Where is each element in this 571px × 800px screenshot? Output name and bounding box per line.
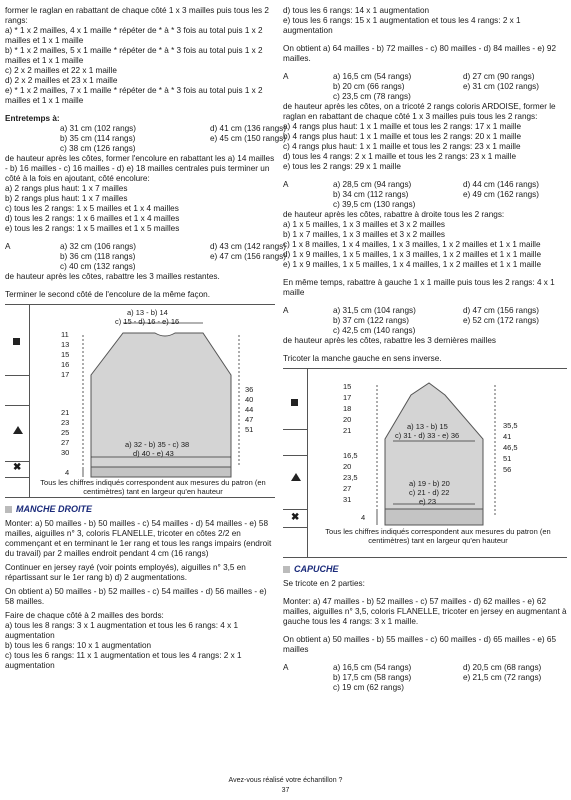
size-item: a) 16,5 cm (54 rangs) — [333, 72, 412, 81]
size-item: e) 31 cm (102 rangs) — [463, 82, 539, 91]
size-item: b) 34 cm (112 rangs) — [333, 190, 409, 199]
paragraph: d) 1 x 9 mailles, 1 x 5 mailles, 1 x 3 mailles, 1 x 2 mailles et 1 x 1 maille — [283, 250, 542, 259]
dim-label: a) 13 - b) 15 — [407, 422, 448, 431]
size-item: d) 20,5 cm (68 rangs) — [463, 663, 542, 672]
section-header — [283, 564, 567, 574]
paragraph: a) 1 x 5 mailles, 1 x 3 mailles et 3 x 2 mailles — [283, 220, 445, 229]
dim-label: 16 — [61, 360, 70, 369]
paragraph: c) 4 rangs plus haut: 1 x 1 maille et tous les 2 rangs: 23 x 1 maille — [283, 142, 521, 151]
paragraph: On obtient a) 64 mailles - b) 72 mailles - c) 80 mailles - d) 84 mailles - e) 92 mailles. — [283, 44, 557, 63]
size-item: d) 47 cm (156 rangs) — [463, 306, 539, 315]
size-item: c) 42,5 cm (140 rangs) — [333, 326, 416, 335]
paragraph: b) * 1 x 2 mailles, 5 x 1 maille * répéter de * à * 3 fois au total puis 1 x 2 mailles et 1 x 1 maille — [5, 46, 263, 65]
dim-label: 23 — [61, 418, 70, 427]
size-item: c) 23,5 cm (78 rangs) — [333, 92, 411, 101]
size-item: c) 40 cm (132 rangs) — [60, 262, 136, 271]
size-list — [283, 663, 567, 693]
size-list — [283, 72, 567, 102]
size-item: a) 31,5 cm (104 rangs) — [333, 306, 416, 315]
paragraph: a) 2 rangs plus haut: 1 x 7 mailles — [5, 184, 128, 193]
dim-label: 46,5 — [503, 443, 518, 452]
size-item: b) 20 cm (66 rangs) — [333, 82, 405, 91]
paragraph: e) tous les 2 rangs: 1 x 5 mailles et 1 x 5 mailles — [5, 224, 180, 233]
paragraph: c) tous les 2 rangs: 1 x 5 mailles et 1 x 4 mailles — [5, 204, 179, 213]
paragraph: Continuer en jersey rayé (voir points employés), aiguilles n° 3,5 en répartissant sur le 1er rang b) d) 2 augmentations. — [5, 563, 246, 582]
arrow-label: A — [5, 242, 11, 251]
size-item: b) 17,5 cm (58 rangs) — [333, 673, 412, 682]
size-item: d) 27 cm (90 rangs) — [463, 72, 535, 81]
paragraph: e) * 1 x 2 mailles, 7 x 1 maille * répéter de * à * 3 fois au total puis 1 x 2 mailles et 1 x 1 maille — [5, 86, 263, 105]
dim-label: c) 21 - d) 22 — [409, 488, 450, 497]
paragraph: de hauteur après les côtes, former l'encolure en rabattant les a) 14 mailles - b) 16 mailles - c) 16 mailles - d) e) 18 mailles centrales puis terminer un côté à la fois en ajoutant, côté encolure: — [5, 154, 275, 183]
right-column — [283, 6, 567, 693]
paragraph: d) 2 x 2 mailles et 23 x 1 maille — [5, 76, 118, 85]
dim-label: 44 — [245, 405, 254, 414]
paragraph: Tricoter la manche gauche en sens inverse. — [283, 354, 442, 363]
dim-label: 47 — [245, 415, 254, 424]
paragraph: e) 1 x 9 mailles, 1 x 5 mailles, 1 x 4 mailles, 1 x 2 mailles et 1 x 1 maille — [283, 260, 542, 269]
dim-label: 15 — [343, 382, 352, 391]
dim-label: 13 — [61, 340, 70, 349]
arrow-label: A — [283, 306, 289, 315]
dim-label: d) 40 - e) 43 — [133, 449, 174, 458]
paragraph: c) tous les 6 rangs: 11 x 1 augmentation et tous les 4 rangs: 2 x 1 augmentation — [5, 651, 242, 670]
dim-label: 40 — [245, 395, 254, 404]
size-item: c) 19 cm (62 rangs) — [333, 683, 404, 692]
paragraph: Monter: a) 47 mailles - b) 52 mailles - c) 57 mailles - d) 62 mailles - e) 62 mailles, aiguilles n° 3,5, coloris FLANELLE, tricoter en jersey en augmentant à gauche tous les 4 rangs: 3 x 1 maille. — [283, 597, 567, 626]
section-title: CAPUCHE — [294, 564, 339, 574]
dim-label: 17 — [61, 370, 70, 379]
dim-label: 36 — [245, 385, 254, 394]
paragraph: e) tous les 6 rangs: 15 x 1 augmentation et tous les 4 rangs: 2 x 1 augmentation — [283, 16, 521, 35]
paragraph: de hauteur après les côtes, rabattre à droite tous les 2 rangs: — [283, 210, 505, 219]
back-pattern-shape — [5, 305, 275, 497]
size-item: c) 39,5 cm (130 rangs) — [333, 200, 416, 209]
footer-note: Avez-vous réalisé votre échantillon ? — [228, 777, 343, 784]
dim-label: 41 — [503, 432, 512, 441]
dim-label: 35,5 — [503, 421, 518, 430]
size-item: a) 31 cm (102 rangs) — [60, 124, 136, 133]
paragraph: d) tous les 2 rangs: 1 x 6 mailles et 1 x 4 mailles — [5, 214, 180, 223]
paragraph: Se tricote en 2 parties: — [283, 579, 365, 588]
paragraph: d) tous les 4 rangs: 2 x 1 maille et tous les 2 rangs: 23 x 1 maille — [283, 152, 517, 161]
paragraph: de hauteur après les côtes, rabattre les 3 mailles restantes. — [5, 272, 220, 281]
dim-label: 16,5 — [343, 451, 358, 460]
paragraph: e) tous les 2 rangs: 29 x 1 maille — [283, 162, 401, 171]
dim-label: 21 — [61, 408, 70, 417]
dim-label: a) 13 - b) 14 — [127, 308, 168, 317]
paragraph: b) 4 rangs plus haut: 1 x 1 maille et tous les 2 rangs: 20 x 1 maille — [283, 132, 522, 141]
dim-label: 23,5 — [343, 473, 358, 482]
dim-label: 17 — [343, 393, 352, 402]
size-item: b) 36 cm (118 rangs) — [60, 252, 136, 261]
dim-label: 20 — [343, 415, 352, 424]
dim-label: 30 — [61, 448, 70, 457]
paragraph: de hauteur après les côtes, on a tricoté 2 rangs coloris ARDOISE, former le raglan en rabattant de chaque côté 1 x 3 mailles puis tous les 2 rangs: — [283, 102, 556, 121]
size-item: e) 45 cm (150 rangs) — [210, 134, 286, 143]
paragraph: b) 1 x 7 mailles, 1 x 3 mailles et 3 x 2 mailles — [283, 230, 445, 239]
section-label: Entretemps à: — [5, 114, 60, 123]
paragraph: b) tous les 6 rangs: 10 x 1 augmentation — [5, 641, 152, 650]
size-item: a) 16,5 cm (54 rangs) — [333, 663, 412, 672]
dim-label: 18 — [343, 404, 352, 413]
dim-label: a) 32 - b) 35 - c) 38 — [125, 440, 190, 449]
dim-label: c) 15 - d) 16 - e) 16 — [115, 317, 180, 326]
dim-label: 27 — [61, 438, 70, 447]
section-header — [5, 504, 275, 514]
paragraph: d) tous les 6 rangs: 14 x 1 augmentation — [283, 6, 430, 15]
sleeve-schematic — [283, 368, 567, 558]
size-item: e) 49 cm (162 rangs) — [463, 190, 539, 199]
paragraph: c) 1 x 8 mailles, 1 x 4 mailles, 1 x 3 mailles, 1 x 2 mailles et 1 x 1 maille — [283, 240, 541, 249]
dim-label: 11 — [61, 330, 69, 339]
paragraph: Terminer le second côté de l'encolure de la même façon. — [5, 290, 210, 299]
dim-label: 4 — [65, 468, 70, 477]
size-item: d) 41 cm (136 rangs) — [210, 124, 286, 133]
page-number: 37 — [281, 787, 290, 794]
left-column — [5, 6, 286, 671]
dim-label: 51 — [245, 425, 254, 434]
size-item: e) 21,5 cm (72 rangs) — [463, 673, 542, 682]
dim-label: 27 — [343, 484, 352, 493]
cross-marker-icon: ✖ — [13, 462, 22, 473]
dim-label: 56 — [503, 465, 512, 474]
paragraph: On obtient a) 50 mailles - b) 52 mailles - c) 54 mailles - d) 56 mailles - e) 58 mailles. — [5, 587, 267, 606]
size-item: d) 44 cm (146 rangs) — [463, 180, 539, 189]
size-item: b) 35 cm (114 rangs) — [60, 134, 136, 143]
paragraph: Faire de chaque côté à 2 mailles des bords: — [5, 611, 164, 620]
dim-label: a) 19 - b) 20 — [409, 479, 450, 488]
paragraph: a) * 1 x 2 mailles, 4 x 1 maille * répéter de * à * 3 fois au total puis 1 x 2 mailles et 1 x 1 maille — [5, 26, 263, 45]
dim-label: 25 — [61, 428, 70, 437]
size-list — [283, 180, 567, 210]
size-list — [5, 124, 286, 154]
bullet-square-icon — [283, 566, 290, 573]
dim-label: 21 — [343, 426, 352, 435]
paragraph: b) 2 rangs plus haut: 1 x 7 mailles — [5, 194, 128, 203]
bullet-square-icon — [5, 506, 12, 513]
paragraph: a) tous les 8 rangs: 3 x 1 augmentation et tous les 6 rangs: 4 x 1 augmentation — [5, 621, 239, 640]
size-list — [283, 306, 567, 336]
size-list — [5, 242, 286, 272]
dim-label: e) 23 — [419, 497, 437, 506]
paragraph: de hauteur après les côtes, rabattre les 3 dernières mailles — [283, 336, 496, 345]
schema-caption: Tous les chiffres indiqués correspondent aux mesures du patron (en centimètres) tant en largeur qu'en hauteur — [325, 527, 551, 545]
dim-label: 20 — [343, 462, 352, 471]
dim-label: 31 — [343, 495, 352, 504]
cross-marker-icon: ✖ — [291, 512, 300, 523]
paragraph: former le raglan en rabattant de chaque côté 1 x 3 mailles puis tous les 2 rangs: — [5, 6, 269, 25]
arrow-label: A — [283, 663, 289, 672]
paragraph: c) 2 x 2 mailles et 22 x 1 maille — [5, 66, 117, 75]
size-item: e) 52 cm (172 rangs) — [463, 316, 539, 325]
size-item: a) 32 cm (106 rangs) — [60, 242, 136, 251]
paragraph: On obtient a) 50 mailles - b) 55 mailles - c) 60 mailles - d) 65 mailles - e) 65 mailles — [283, 635, 557, 654]
dim-label: 15 — [61, 350, 70, 359]
size-item: b) 37 cm (122 rangs) — [333, 316, 409, 325]
arrow-label: A — [283, 180, 289, 189]
size-item: c) 38 cm (126 rangs) — [60, 144, 136, 153]
arrow-label: A — [283, 72, 289, 81]
size-item: d) 43 cm (142 rangs) — [210, 242, 286, 251]
dim-label: c) 31 - d) 33 - e) 36 — [395, 431, 460, 440]
size-item: a) 28,5 cm (94 rangs) — [333, 180, 412, 189]
dim-label: 4 — [361, 513, 366, 522]
size-item: e) 47 cm (156 rangs) — [210, 252, 286, 261]
back-schematic — [5, 304, 275, 498]
dim-label: 51 — [503, 454, 512, 463]
schema-caption: Tous les chiffres indiqués correspondent aux mesures du patron (en centimètres) tant en largeur qu'en hauteur — [40, 478, 266, 496]
paragraph: a) 4 rangs plus haut: 1 x 1 maille et tous les 2 rangs: 17 x 1 maille — [283, 122, 522, 131]
paragraph: En même temps, rabattre à gauche 1 x 1 maille puis tous les 2 rangs: 4 x 1 maille — [283, 278, 555, 297]
paragraph: Monter: a) 50 mailles - b) 50 mailles - c) 54 mailles - d) 54 mailles - e) 58 mailles, aiguilles n° 3, coloris FLANELLE, tricoter en côtes 2/2 en commençant et en terminant le 1er rang et tous les rangs impairs (endroit du travail) par 2 mailles endroit pendant 4 cm (16 rangs) — [5, 519, 272, 558]
section-title: MANCHE DROITE — [16, 504, 92, 514]
